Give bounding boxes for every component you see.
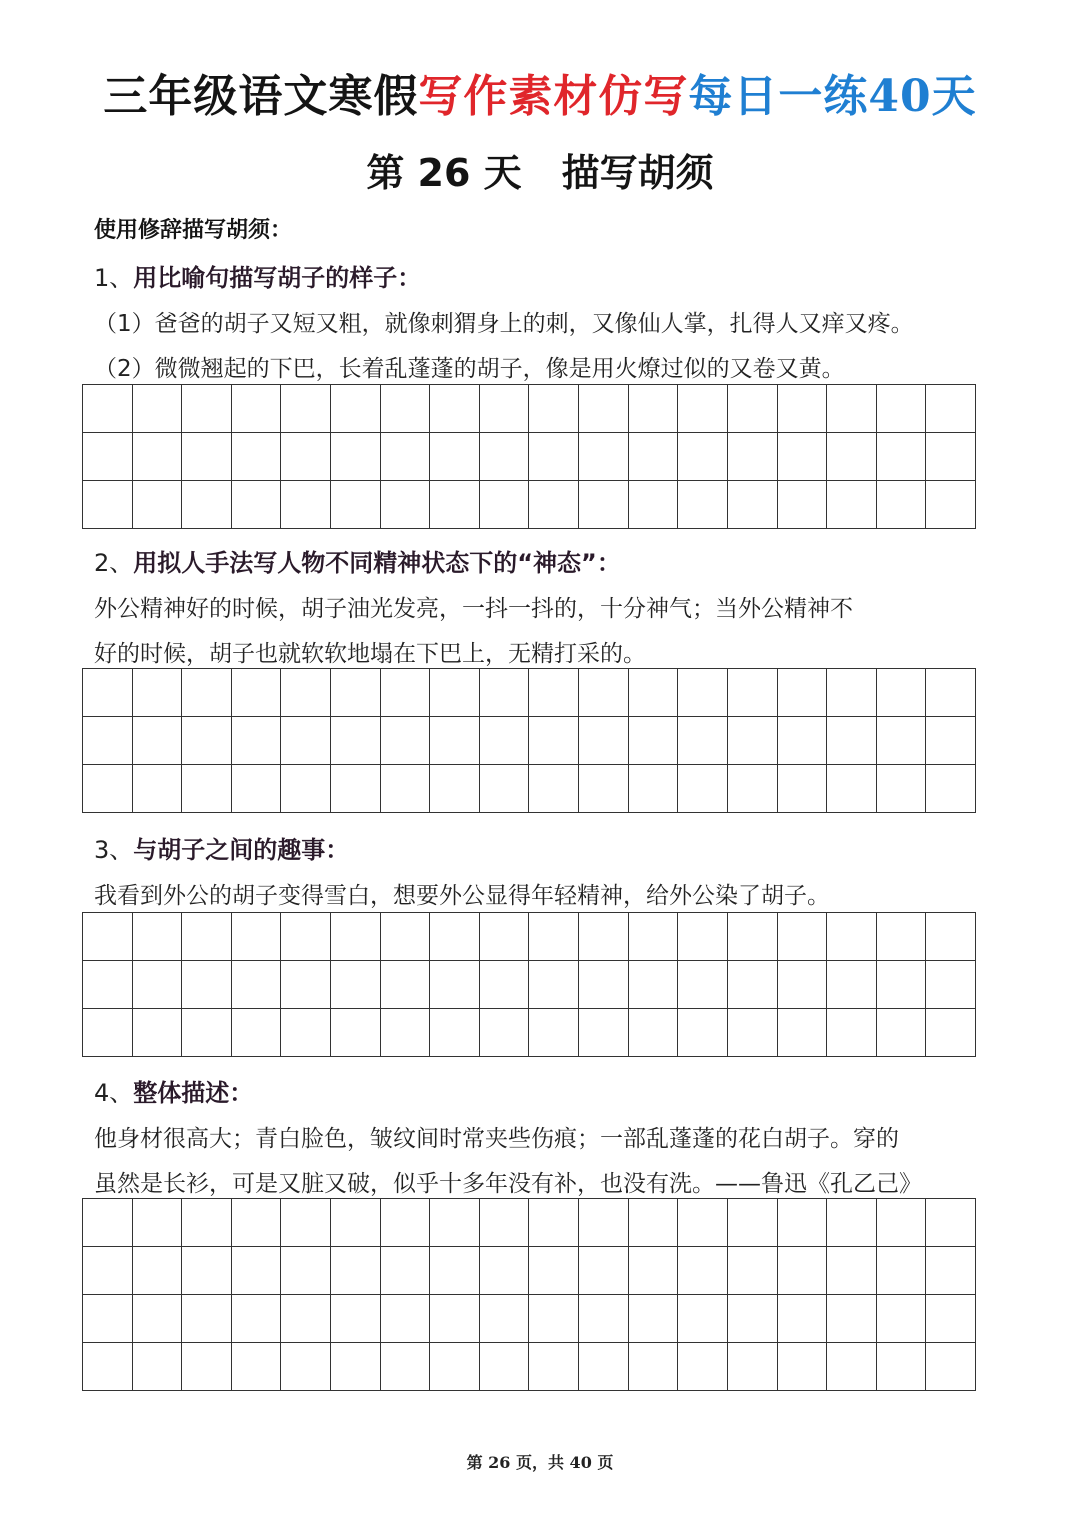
writing-grid-4[interactable] bbox=[82, 1198, 976, 1391]
grid-cell[interactable] bbox=[926, 717, 976, 765]
grid-cell[interactable] bbox=[827, 913, 877, 961]
grid-cell[interactable] bbox=[629, 1295, 679, 1343]
grid-cell[interactable] bbox=[133, 1247, 183, 1295]
grid-cell[interactable] bbox=[579, 913, 629, 961]
grid-cell[interactable] bbox=[778, 913, 828, 961]
grid-cell[interactable] bbox=[579, 717, 629, 765]
grid-cell[interactable] bbox=[480, 1343, 530, 1391]
grid-cell[interactable] bbox=[480, 1247, 530, 1295]
grid-cell[interactable] bbox=[926, 961, 976, 1009]
grid-cell[interactable] bbox=[629, 385, 679, 433]
grid-cell[interactable] bbox=[182, 1247, 232, 1295]
grid-cell[interactable] bbox=[678, 765, 728, 813]
grid-cell[interactable] bbox=[629, 1247, 679, 1295]
grid-cell[interactable] bbox=[480, 385, 530, 433]
grid-cell[interactable] bbox=[331, 1009, 381, 1057]
intro-text: 使用修辞描写胡须： bbox=[94, 218, 293, 243]
grid-cell[interactable] bbox=[678, 433, 728, 481]
grid-cell[interactable] bbox=[232, 1247, 282, 1295]
grid-cell[interactable] bbox=[778, 717, 828, 765]
page-footer: 第 26 页，共 40 页 bbox=[466, 1453, 614, 1472]
grid-cell[interactable] bbox=[232, 961, 282, 1009]
grid-cell[interactable] bbox=[629, 481, 679, 529]
grid-cell[interactable] bbox=[182, 433, 232, 481]
grid-cell[interactable] bbox=[529, 913, 579, 961]
grid-cell[interactable] bbox=[232, 913, 282, 961]
grid-cell[interactable] bbox=[281, 913, 331, 961]
grid-cell[interactable] bbox=[827, 1295, 877, 1343]
section-3-line-1: 我看到外公的胡子变得雪白，想要外公显得年轻精神，给外公染了胡子。 bbox=[94, 883, 830, 909]
grid-cell[interactable] bbox=[926, 669, 976, 717]
grid-cell[interactable] bbox=[579, 1247, 629, 1295]
grid-cell[interactable] bbox=[83, 481, 133, 529]
grid-cell[interactable] bbox=[678, 669, 728, 717]
grid-cell[interactable] bbox=[430, 385, 480, 433]
grid-cell[interactable] bbox=[529, 1343, 579, 1391]
grid-cell[interactable] bbox=[728, 765, 778, 813]
grid-cell[interactable] bbox=[430, 1199, 480, 1247]
grid-cell[interactable] bbox=[83, 765, 133, 813]
grid-cell[interactable] bbox=[629, 961, 679, 1009]
section-1-line-2: （2）微微翘起的下巴，长着乱蓬蓬的胡子，像是用火燎过似的又卷又黄。 bbox=[94, 356, 845, 382]
grid-cell[interactable] bbox=[281, 1295, 331, 1343]
grid-cell[interactable] bbox=[232, 1295, 282, 1343]
grid-cell[interactable] bbox=[827, 765, 877, 813]
grid-cell[interactable] bbox=[281, 481, 331, 529]
grid-cell[interactable] bbox=[579, 1295, 629, 1343]
grid-cell[interactable] bbox=[133, 385, 183, 433]
grid-cell[interactable] bbox=[430, 1247, 480, 1295]
grid-cell[interactable] bbox=[529, 1009, 579, 1057]
grid-cell[interactable] bbox=[529, 481, 579, 529]
grid-cell[interactable] bbox=[381, 717, 431, 765]
grid-cell[interactable] bbox=[182, 1295, 232, 1343]
grid-cell[interactable] bbox=[728, 433, 778, 481]
section-4-heading bbox=[94, 1073, 253, 1108]
grid-cell[interactable] bbox=[778, 433, 828, 481]
grid-cell[interactable] bbox=[778, 481, 828, 529]
grid-cell[interactable] bbox=[182, 1343, 232, 1391]
grid-cell[interactable] bbox=[281, 961, 331, 1009]
section-title: 整体描述： bbox=[133, 1079, 254, 1107]
grid-cell[interactable] bbox=[529, 765, 579, 813]
grid-cell[interactable] bbox=[331, 433, 381, 481]
section-2-line-1: 外公精神好的时候，胡子油光发亮，一抖一抖的，十分神气；当外公精神不 bbox=[94, 596, 853, 622]
grid-cell[interactable] bbox=[629, 765, 679, 813]
grid-cell[interactable] bbox=[83, 1343, 133, 1391]
grid-cell[interactable] bbox=[480, 961, 530, 1009]
grid-cell[interactable] bbox=[133, 961, 183, 1009]
grid-cell[interactable] bbox=[232, 385, 282, 433]
section-number: 2、 bbox=[94, 549, 134, 577]
grid-cell[interactable] bbox=[827, 1199, 877, 1247]
grid-cell[interactable] bbox=[430, 669, 480, 717]
grid-cell[interactable] bbox=[877, 481, 927, 529]
grid-cell[interactable] bbox=[678, 1199, 728, 1247]
grid-cell[interactable] bbox=[83, 433, 133, 481]
grid-cell[interactable] bbox=[281, 669, 331, 717]
grid-cell[interactable] bbox=[678, 961, 728, 1009]
grid-cell[interactable] bbox=[281, 1247, 331, 1295]
grid-cell[interactable] bbox=[182, 961, 232, 1009]
grid-cell[interactable] bbox=[678, 481, 728, 529]
grid-cell[interactable] bbox=[877, 913, 927, 961]
grid-cell[interactable] bbox=[579, 961, 629, 1009]
writing-grid-1[interactable] bbox=[82, 384, 976, 529]
grid-cell[interactable] bbox=[778, 961, 828, 1009]
grid-cell[interactable] bbox=[133, 913, 183, 961]
grid-cell[interactable] bbox=[579, 481, 629, 529]
grid-cell[interactable] bbox=[827, 481, 877, 529]
grid-cell[interactable] bbox=[926, 1247, 976, 1295]
grid-cell[interactable] bbox=[877, 433, 927, 481]
grid-cell[interactable] bbox=[331, 913, 381, 961]
grid-cell[interactable] bbox=[629, 1009, 679, 1057]
grid-cell[interactable] bbox=[133, 669, 183, 717]
grid-cell[interactable] bbox=[430, 717, 480, 765]
title-part-3: 每日一练40天 bbox=[688, 71, 977, 122]
grid-cell[interactable] bbox=[381, 1247, 431, 1295]
grid-cell[interactable] bbox=[331, 1199, 381, 1247]
grid-cell[interactable] bbox=[281, 385, 331, 433]
grid-cell[interactable] bbox=[281, 1199, 331, 1247]
grid-cell[interactable] bbox=[430, 481, 480, 529]
section-4-line-2: 虽然是长衫，可是又脏又破，似乎十多年没有补，也没有洗。——鲁迅《孔乙己》 bbox=[94, 1171, 922, 1197]
writing-grid-3[interactable] bbox=[82, 912, 976, 1057]
section-number: 4、 bbox=[94, 1079, 134, 1107]
grid-cell[interactable] bbox=[133, 1009, 183, 1057]
title-part-1: 三年级语文寒假 bbox=[103, 71, 419, 122]
grid-cell[interactable] bbox=[629, 717, 679, 765]
grid-cell[interactable] bbox=[678, 1009, 728, 1057]
grid-cell[interactable] bbox=[579, 385, 629, 433]
grid-cell[interactable] bbox=[926, 913, 976, 961]
writing-grid-2[interactable] bbox=[82, 668, 976, 813]
section-1-heading bbox=[94, 258, 421, 293]
grid-cell[interactable] bbox=[182, 765, 232, 813]
grid-cell[interactable] bbox=[480, 433, 530, 481]
grid-cell[interactable] bbox=[232, 717, 282, 765]
grid-cell[interactable] bbox=[926, 481, 976, 529]
grid-cell[interactable] bbox=[182, 481, 232, 529]
grid-cell[interactable] bbox=[83, 1199, 133, 1247]
grid-cell[interactable] bbox=[281, 1343, 331, 1391]
grid-cell[interactable] bbox=[331, 765, 381, 813]
grid-cell[interactable] bbox=[678, 913, 728, 961]
grid-cell[interactable] bbox=[778, 765, 828, 813]
section-3-heading bbox=[94, 830, 349, 865]
grid-cell[interactable] bbox=[182, 385, 232, 433]
grid-cell[interactable] bbox=[381, 1295, 431, 1343]
grid-cell[interactable] bbox=[778, 1295, 828, 1343]
grid-cell[interactable] bbox=[331, 669, 381, 717]
grid-cell[interactable] bbox=[728, 913, 778, 961]
grid-cell[interactable] bbox=[182, 717, 232, 765]
grid-cell[interactable] bbox=[430, 1343, 480, 1391]
grid-cell[interactable] bbox=[926, 1009, 976, 1057]
grid-cell[interactable] bbox=[778, 1343, 828, 1391]
grid-cell[interactable] bbox=[281, 1009, 331, 1057]
grid-cell[interactable] bbox=[430, 1295, 480, 1343]
grid-cell[interactable] bbox=[579, 765, 629, 813]
grid-cell[interactable] bbox=[728, 717, 778, 765]
grid-cell[interactable] bbox=[381, 1009, 431, 1057]
grid-cell[interactable] bbox=[529, 669, 579, 717]
grid-cell[interactable] bbox=[381, 1199, 431, 1247]
grid-cell[interactable] bbox=[331, 1247, 381, 1295]
grid-cell[interactable] bbox=[182, 1009, 232, 1057]
grid-cell[interactable] bbox=[182, 1199, 232, 1247]
section-1-line-1: （1）爸爸的胡子又短又粗，就像刺猬身上的刺，又像仙人掌，扎得人又痒又疼。 bbox=[94, 311, 914, 337]
grid-cell[interactable] bbox=[232, 1199, 282, 1247]
grid-cell[interactable] bbox=[232, 433, 282, 481]
grid-cell[interactable] bbox=[926, 1343, 976, 1391]
grid-cell[interactable] bbox=[579, 1009, 629, 1057]
grid-cell[interactable] bbox=[133, 1199, 183, 1247]
grid-cell[interactable] bbox=[728, 961, 778, 1009]
grid-cell[interactable] bbox=[728, 1009, 778, 1057]
grid-cell[interactable] bbox=[529, 433, 579, 481]
grid-cell[interactable] bbox=[827, 1343, 877, 1391]
grid-cell[interactable] bbox=[827, 1009, 877, 1057]
grid-cell[interactable] bbox=[232, 765, 282, 813]
grid-cell[interactable] bbox=[331, 1343, 381, 1391]
grid-cell[interactable] bbox=[480, 669, 530, 717]
grid-cell[interactable] bbox=[281, 433, 331, 481]
day-topic: 描写胡须 bbox=[561, 151, 714, 195]
grid-cell[interactable] bbox=[331, 717, 381, 765]
grid-cell[interactable] bbox=[480, 1009, 530, 1057]
grid-cell[interactable] bbox=[480, 717, 530, 765]
grid-cell[interactable] bbox=[331, 961, 381, 1009]
day-label: 第 26 天 bbox=[366, 151, 522, 195]
grid-cell[interactable] bbox=[877, 385, 927, 433]
grid-cell[interactable] bbox=[678, 385, 728, 433]
grid-cell[interactable] bbox=[728, 1343, 778, 1391]
grid-cell[interactable] bbox=[381, 433, 431, 481]
grid-cell[interactable] bbox=[678, 717, 728, 765]
grid-cell[interactable] bbox=[678, 1247, 728, 1295]
grid-cell[interactable] bbox=[480, 765, 530, 813]
grid-cell[interactable] bbox=[232, 481, 282, 529]
grid-cell[interactable] bbox=[232, 669, 282, 717]
grid-cell[interactable] bbox=[926, 385, 976, 433]
grid-cell[interactable] bbox=[877, 1247, 927, 1295]
grid-cell[interactable] bbox=[133, 1343, 183, 1391]
grid-cell[interactable] bbox=[480, 1199, 530, 1247]
grid-cell[interactable] bbox=[83, 385, 133, 433]
grid-cell[interactable] bbox=[629, 433, 679, 481]
grid-cell[interactable] bbox=[778, 1199, 828, 1247]
grid-cell[interactable] bbox=[529, 1199, 579, 1247]
grid-cell[interactable] bbox=[827, 717, 877, 765]
grid-cell[interactable] bbox=[629, 1343, 679, 1391]
day-heading bbox=[0, 142, 1080, 197]
grid-cell[interactable] bbox=[529, 717, 579, 765]
grid-cell[interactable] bbox=[728, 1199, 778, 1247]
grid-cell[interactable] bbox=[877, 1343, 927, 1391]
grid-cell[interactable] bbox=[381, 765, 431, 813]
worksheet-title bbox=[0, 60, 1080, 124]
grid-cell[interactable] bbox=[331, 481, 381, 529]
grid-cell[interactable] bbox=[133, 481, 183, 529]
grid-cell[interactable] bbox=[133, 1295, 183, 1343]
grid-cell[interactable] bbox=[926, 433, 976, 481]
grid-cell[interactable] bbox=[877, 765, 927, 813]
grid-cell[interactable] bbox=[778, 385, 828, 433]
title-part-2: 写作素材仿写 bbox=[418, 71, 689, 122]
grid-cell[interactable] bbox=[381, 961, 431, 1009]
grid-cell[interactable] bbox=[778, 669, 828, 717]
grid-cell[interactable] bbox=[281, 717, 331, 765]
grid-cell[interactable] bbox=[728, 669, 778, 717]
grid-cell[interactable] bbox=[232, 1343, 282, 1391]
grid-cell[interactable] bbox=[827, 961, 877, 1009]
grid-cell[interactable] bbox=[579, 1343, 629, 1391]
section-2-heading bbox=[94, 543, 621, 578]
grid-cell[interactable] bbox=[877, 1199, 927, 1247]
grid-cell[interactable] bbox=[926, 1295, 976, 1343]
grid-cell[interactable] bbox=[381, 913, 431, 961]
grid-cell[interactable] bbox=[430, 1009, 480, 1057]
grid-cell[interactable] bbox=[133, 717, 183, 765]
grid-cell[interactable] bbox=[83, 669, 133, 717]
section-4-line-1: 他身材很高大；青白脸色，皱纹间时常夹些伤痕；一部乱蓬蓬的花白胡子。穿的 bbox=[94, 1126, 899, 1152]
grid-cell[interactable] bbox=[728, 1247, 778, 1295]
section-2-line-2: 好的时候，胡子也就软软地塌在下巴上，无精打采的。 bbox=[94, 641, 646, 667]
grid-cell[interactable] bbox=[480, 481, 530, 529]
section-title: 用拟人手法写人物不同精神状态下的“神态”： bbox=[133, 549, 621, 577]
section-title: 与胡子之间的趣事： bbox=[133, 836, 350, 864]
grid-cell[interactable] bbox=[83, 717, 133, 765]
grid-cell[interactable] bbox=[926, 1199, 976, 1247]
grid-cell[interactable] bbox=[877, 1009, 927, 1057]
grid-cell[interactable] bbox=[877, 717, 927, 765]
grid-cell[interactable] bbox=[83, 1247, 133, 1295]
grid-cell[interactable] bbox=[678, 1343, 728, 1391]
grid-cell[interactable] bbox=[83, 913, 133, 961]
grid-cell[interactable] bbox=[182, 669, 232, 717]
grid-cell[interactable] bbox=[480, 913, 530, 961]
grid-cell[interactable] bbox=[381, 1343, 431, 1391]
grid-cell[interactable] bbox=[480, 1295, 530, 1343]
grid-cell[interactable] bbox=[182, 913, 232, 961]
grid-cell[interactable] bbox=[579, 433, 629, 481]
grid-cell[interactable] bbox=[381, 669, 431, 717]
grid-cell[interactable] bbox=[83, 1009, 133, 1057]
section-number: 3、 bbox=[94, 836, 134, 864]
grid-cell[interactable] bbox=[381, 481, 431, 529]
grid-cell[interactable] bbox=[133, 765, 183, 813]
grid-cell[interactable] bbox=[728, 1295, 778, 1343]
grid-cell[interactable] bbox=[529, 1295, 579, 1343]
grid-cell[interactable] bbox=[430, 765, 480, 813]
grid-cell[interactable] bbox=[827, 385, 877, 433]
grid-cell[interactable] bbox=[83, 1295, 133, 1343]
grid-cell[interactable] bbox=[827, 433, 877, 481]
section-number: 1、 bbox=[94, 264, 134, 292]
grid-cell[interactable] bbox=[331, 1295, 381, 1343]
grid-cell[interactable] bbox=[529, 961, 579, 1009]
grid-cell[interactable] bbox=[827, 1247, 877, 1295]
grid-cell[interactable] bbox=[232, 1009, 282, 1057]
grid-cell[interactable] bbox=[629, 1199, 679, 1247]
grid-cell[interactable] bbox=[877, 669, 927, 717]
grid-cell[interactable] bbox=[728, 385, 778, 433]
grid-cell[interactable] bbox=[778, 1247, 828, 1295]
section-title: 用比喻句描写胡子的样子： bbox=[133, 264, 422, 292]
grid-cell[interactable] bbox=[381, 385, 431, 433]
grid-cell[interactable] bbox=[430, 433, 480, 481]
grid-cell[interactable] bbox=[331, 385, 381, 433]
grid-cell[interactable] bbox=[629, 669, 679, 717]
grid-cell[interactable] bbox=[926, 765, 976, 813]
grid-cell[interactable] bbox=[579, 669, 629, 717]
grid-cell[interactable] bbox=[629, 913, 679, 961]
grid-cell[interactable] bbox=[281, 765, 331, 813]
grid-cell[interactable] bbox=[778, 1009, 828, 1057]
grid-cell[interactable] bbox=[529, 385, 579, 433]
grid-cell[interactable] bbox=[430, 913, 480, 961]
grid-cell[interactable] bbox=[579, 1199, 629, 1247]
grid-cell[interactable] bbox=[430, 961, 480, 1009]
grid-cell[interactable] bbox=[827, 669, 877, 717]
grid-cell[interactable] bbox=[83, 961, 133, 1009]
grid-cell[interactable] bbox=[728, 481, 778, 529]
grid-cell[interactable] bbox=[678, 1295, 728, 1343]
grid-cell[interactable] bbox=[877, 1295, 927, 1343]
grid-cell[interactable] bbox=[877, 961, 927, 1009]
grid-cell[interactable] bbox=[529, 1247, 579, 1295]
grid-cell[interactable] bbox=[133, 433, 183, 481]
